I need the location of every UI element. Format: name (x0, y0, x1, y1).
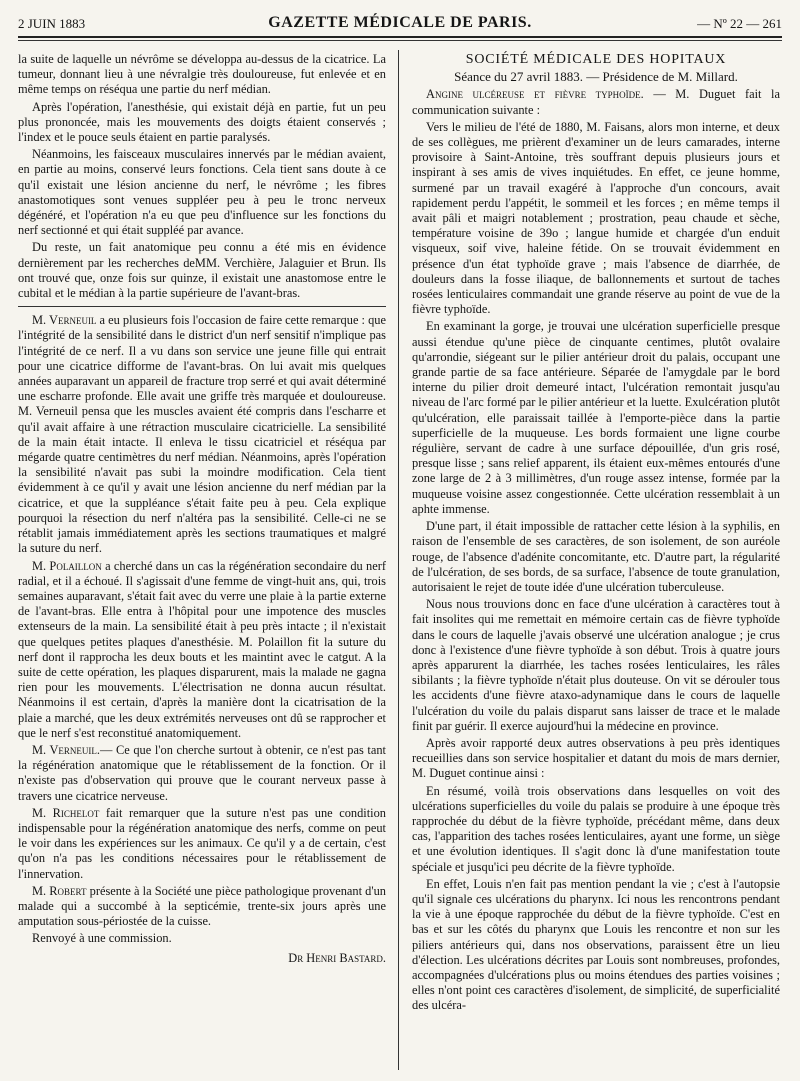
speaker-text: fait remarquer que la suture n'est pas une condition indispensable pour la régénération anatomique des nerfs, comme on peut le voir dans les expériences sur les animaux. Ce qu'il y a de certain, c'est qu'on n'a pas les conditions nécessaires pour le rétablissement de l'innervation. (18, 805, 386, 881)
paragraph: Renvoyé à une commission. (32, 931, 172, 946)
paragraph: Du reste, un fait anatomique peu connu a été mis en évidence dernièrement par les recherches deMM. Verchière, Jalaguier et Brun. Ils ont trouvé que, onze fois sur quinze, il existait une anastomose entre le cubital et le médian à la partie supérieure de l'avant-bras. (18, 240, 386, 301)
paragraph: Après avoir rapporté deux autres observations à peu près identiques recueillies dans son service hospitalier et datant du mois de mars dernier, M. Duguet continue ainsi : (412, 735, 780, 781)
speaker-name: M. Richelot (32, 805, 100, 820)
topic-paragraph (412, 87, 780, 117)
paragraph: En résumé, voilà trois observations dans lesquelles on voit des ulcérations superficielles du voile du palais se produire à une époque très rapprochée du début de la fièvre typhoïde, précédant même, dans deux cas, l'apparition des taches rosées lenticulaires, ayant une forme, un siège et une évolution identiques. Il s'agit donc là d'une manifestation toute spéciale et jusqu'ici peu décrite de la fièvre typhoïde. (412, 783, 780, 874)
speaker-name: M. Polaillon (32, 558, 102, 573)
topic-intro: — M. Duguet fait la communication suivante : (412, 87, 780, 117)
topic-title: Angine ulcéreuse et fièvre typhoïde. (426, 87, 644, 102)
right-column (412, 52, 780, 1016)
paragraph: Néanmoins, les faisceaux musculaires innervés par le médian avaient, en partie au moins, conservé leurs fonctions. Cela tient sans doute à ce qu'il existait une lésion ancienne du nerf, le névrôme ; les fibres anastomotiques sont venues suppléer peu à peu le tronc nerveux dégénéré, et l'opération n'a eu que peu d'influence sur les fonctions du nerf sectionné et qui était suppléé par avance. (18, 147, 386, 238)
paragraph-polaillon (18, 559, 386, 741)
speaker-text: présente à la Société une pièce pathologique provenant d'un malade qui a succombé à la septicémie, trente-six jours après une amputation sous-périostée de la cuisse. (18, 883, 387, 929)
paragraph-robert (18, 884, 386, 930)
paragraph-verneuil (18, 313, 386, 556)
left-column (18, 52, 386, 966)
section-title: SOCIÉTÉ MÉDICALE DES HOPITAUX (465, 52, 727, 67)
header-date: 2 JUIN 1883 (18, 16, 86, 31)
section-rule (18, 306, 386, 307)
paragraph: D'une part, il était impossible de rattacher cette lésion à la syphilis, en raison de l'ensemble de ses caractères, de son isolement, de son auréole rouge, de l'absence d'adénite concomitante, etc. D'autre part, la régularité de l'ulcération, de ses bords, de sa surface, l'absence de toute granulation, autorisaient le rejet de toute idée d'une ulcération tuberculeuse. (412, 519, 780, 594)
speaker-text: a eu plusieurs fois l'occasion de faire cette remarque : que l'intégrité de la sensibilité dans le district d'un nerf sensitif n'implique pas l'intégrité de ce nerf. Il a vu dans son service une jeune fille qui entrait pour une cicatrice difforme de l'avant-bras. On lui avait mis quelques années auparavant un appareil de fracture trop serré et qui avait déterminé une escharre profonde. Elle avait une griffe très marquée et douloureuse. M. Verneuil pensa que les muscles avaient été compris dans l'escharre et qu'il avait affaire à une rétraction musculaire cicatricielle. La sensibilité de la main était intacte. Il enleva le tissu cicatriciel et réséqua par mégarde quatre centimètres du nerf médian. Néanmoins, après l'opération la sensibilité n'avait pas subi la moindre modification. Cela tient évidemment à ce qu'il y avait une lésion ancienne du nerf médian par la cicatrice, et que la suppléance s'était faite peu à peu. Cela explique pourquoi la résection du nerf n'altéra pas la sensibilité. Celle-ci ne se rétablit jamais immédiatement après les sections traumatiques et malgré la suture du nerf. (18, 313, 386, 556)
paragraph: En examinant la gorge, je trouvai une ulcération superficielle presque aussi étendue qu'une pièce de cinquante centimes, plutôt ovalaire qu'arrondie, siégeant sur le pilier antérieur droit du palais, occupant une grande partie de sa face antérieure. Séparée de l'amygdale par le bord interne du pilier droit demeuré intact, l'ulcération remontait jusqu'au niveau de l'arc formé par le pilier antérieur et la luette. Exulcération plutôt qu'ulcération, elle paraissait taillée à l'emporte-pièce dans la partie superficielle de la muqueuse. Les bords formaient une ligne courbe régulière, servant de cadre à une surface dépouillée, d'un gris rosé, presque lisse ; sans relief apparent, ils étaient eux-mêmes entourés d'une zone large de 2 à 3 millimètres, d'un rouge assez intense, formée par la muqueuse voisine assez congestionnée. Cette ulcération ressemblait à un aphte immense. (412, 319, 780, 516)
page-header (18, 6, 782, 38)
journal-title: GAZETTE MÉDICALE DE PARIS. (268, 14, 532, 31)
paragraph: Après l'opération, l'anesthésie, qui existait déjà en partie, fut un peu plus prononcée, mais les mouvements des doigts étaient conservés ; l'index et le pouce seuls étaient en partie paralysés. (18, 99, 386, 145)
paragraph: la suite de laquelle un névrôme se développa au-dessus de la cicatrice. La tumeur, donnant lieu à une névralgie très douloureuse, fut enlevée et en même temps on réséqua une partie du nerf médian. (18, 52, 386, 97)
paragraph-richelot (18, 806, 386, 882)
paragraph-verneuil-2 (18, 743, 386, 804)
paragraph: Vers le milieu de l'été de 1880, M. Faisans, alors mon interne, et deux de ses collègues, me prièrent d'examiner un de leurs camarades, interne provisoire à Saint-Antoine, très souffrant depuis plusieurs jours et inspirant à ses amis de vives inquiétudes. En effet, ce jeune homme, surmené par un travail exagéré à l'approche d'un concours, avait rapidement perdu l'appétit, le sommeil et les forces ; en même temps il avait pâli et maigri notablement ; prostration, peau chaude et sèche, température voisine de 39o ; langue humide et chargée d'un enduit visqueux, soif vive, haleine fétide. On se trouvait évidemment en présence d'un état typhoïde grave ; mais l'absence de diarrhée, de douleurs dans la fosse iliaque, de ballonnements et surtout de taches rosées lenticulaires commandait une grande réserve au point de vue de la fièvre typhoïde. (412, 119, 780, 317)
speaker-text: — Ce que l'on cherche surtout à obtenir, ce n'est pas tant la régénération anatomique que le rétablissement de la fonction. Or il n'existe pas d'observation qui prouve que le courant nerveux passe à travers une cicatrice nerveuse. (18, 742, 386, 803)
issue-number: — Nº 22 — 261 (697, 16, 782, 31)
speaker-name: M. Robert (32, 883, 87, 898)
paragraph: Nous nous trouvions donc en face d'une ulcération à caractères tout à fait insolites qui me remettait en mémoire certain cas de fièvre typhoïde dans le cours de laquelle j'avais observé une ulcération analogue ; je crus donc à l'existence d'une fièvre typhoïde à son début. Trois à quatre jours après apparurent la diarrhée, les taches rosées lenticulaires, les râles sibilants ; la fièvre typhoïde n'était plus douteuse. On vit se dérouler tous les accidents d'une fièvre ataxo-adynamique dans le cours de laquelle l'ulcération du voile du palais disparut sans laisser de trace et le malade finit par guérir. Il exerce aujourd'hui la médecine en province. (412, 597, 780, 733)
speaker-text: a cherché dans un cas la régénération secondaire du nerf radial, et il a échoué. Il s'agissait d'une femme de vingt-huit ans, qui, trois semaines auparavant, s'était fait avec du verre une plaie à la partie externe de l'avant-bras. Elle entra à l'hôpital pour une impotence des muscles extenseurs de la main. La sensibilité était à peu près intacte ; il n'existait que quelques petites plaques d'anesthésie. M. Polaillon fit la suture du nerf dont il rapprocha les deux bouts et les maintint avec le catgut. A la suite de cette opération, les plaques disparurent, mais la malade ne gagna rien pour les mouvements. L'électrisation ne donna aucun résultat. Néanmoins il est certain, d'après la manière dont la cicatrisation de la plaie a marché, que les deux extrémités nerveuses ont dû se rapprocher et que le nerf s'est reconstitué anatomiquement. (18, 558, 387, 740)
speaker-name: M. Verneuil. (32, 742, 101, 757)
speaker-name: M. Verneuil (32, 313, 97, 328)
signature: Dr Henri Bastard. (288, 950, 386, 965)
session-line: Séance du 27 avril 1883. — Présidence de M. Millard. (454, 69, 738, 85)
column-divider (398, 50, 399, 1070)
paragraph: En effet, Louis n'en fait pas mention pendant la vie ; c'est à l'autopsie qu'il signale ces ulcérations du pharynx. Ici nous les rencontrons pendant la vie à une époque rapprochée du début de la fièvre typhoïde. C'est en bas et sur les côtés du pharynx que Louis les rencontre et non sur les piliers antérieurs qui, dans nos observations, paraissent être un lieu d'élection. Les ulcérations décrites par Louis sont nombreuses, profondes, accompagnées d'ulcérations plus ou moins étendues des parties voisines ; elles n'ont point ces caractères d'isolement, de simplicité, de superficialité des ulcéra- (412, 876, 780, 1013)
header-rule (18, 40, 782, 41)
